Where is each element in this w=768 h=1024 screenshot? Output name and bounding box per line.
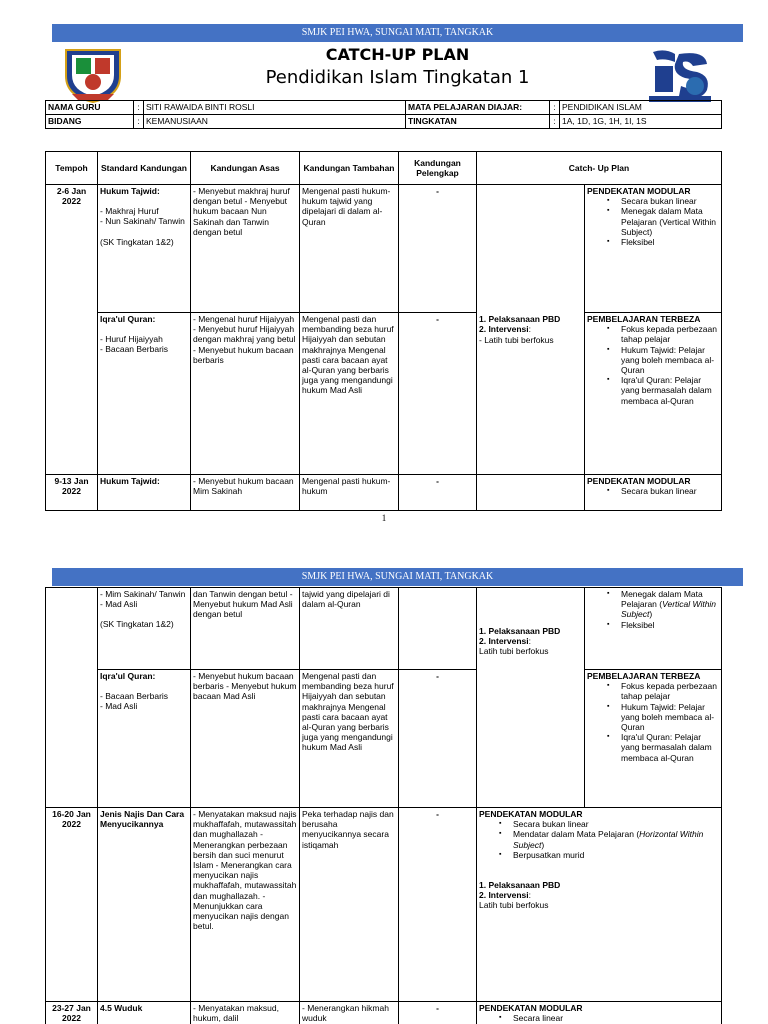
list-item: ▪ Berpusatkan murid <box>513 850 719 860</box>
sk-line: - Bacaan Berbaris <box>100 691 169 702</box>
list-item: ▪ Iqra'ul Quran: Pelajar yang bermasalah dalam membaca al-Quran <box>621 375 719 406</box>
pembelajaran-terbeza-heading: PEMBELAJARAN TERBEZA <box>587 671 701 681</box>
sk-title: Iqra'ul Quran: <box>100 671 156 681</box>
sk-line: - Mad Asli <box>100 701 138 712</box>
catch-up-right-cell <box>585 670 722 808</box>
sk-title: Iqra'ul Quran: <box>100 314 156 324</box>
colon: : <box>134 115 144 129</box>
header-kandungan-pelengkap: Kandungan Pelengkap <box>399 152 477 185</box>
list-item: ▪ Secara bukan linear <box>621 196 719 206</box>
catch-up-right-cell <box>585 185 722 313</box>
kandungan-asas-cell: - Menyebut hukum bacaan berbaris - Menyebut hukum bacaan Mad Asli <box>191 670 300 808</box>
intervensi-label: 2. Intervensi <box>479 324 529 335</box>
page-subtitle: Pendidikan Islam Tingkatan 1 <box>265 67 530 88</box>
catch-up-mid-cell: 1. Pelaksanaan PBD 2. Intervensi: Latih tubi berfokus <box>477 588 585 808</box>
catch-up-cell <box>477 1002 722 1024</box>
list-item: ▪ Mendatar dalam Mata Pelajaran (Horizontal Within Subject) <box>513 829 719 849</box>
header-standard-kandungan: Standard Kandungan <box>98 152 191 185</box>
tempoh-cell: 16-20 Jan 2022 <box>46 808 98 1002</box>
page-gap <box>0 530 768 568</box>
standard-kandungan-cell: 4.5 Wuduk <box>98 1002 191 1024</box>
table-row <box>46 185 722 313</box>
kandungan-asas-cell: - Menyatakan maksud najis mukhaffafah, mutawassitah dan mughallazah - Menerangkan perbezaan bersih dan suci menurut Islam - Menerangkan cara menyucikan najis mukhaffafah, mutawassitah dan mughallazah. - Menunjukkan cara menyucikan najis dengan betul. <box>191 808 300 1002</box>
kandungan-asas-cell: - Menyebut makhraj huruf dengan betul - Menyebut hukum bacaan Nun Sakinah dan Tanwin dengan betul <box>191 185 300 313</box>
pelaksanaan-pbd: 1. Pelaksanaan PBD <box>479 314 561 325</box>
table-row <box>46 475 722 511</box>
school-banner: SMJK PEI HWA, SUNGAI MATI, TANGKAK <box>52 568 743 586</box>
header-catch-up-plan: Catch- Up Plan <box>477 152 722 185</box>
school-banner: SMJK PEI HWA, SUNGAI MATI, TANGKAK <box>52 24 743 42</box>
list-item: ▪ Secara linear <box>513 1013 719 1023</box>
catch-up-plan-table-continued <box>45 587 722 1024</box>
sk-line: (SK Tingkatan 1&2) <box>100 236 174 247</box>
kandungan-tambahan-cell: Mengenal pasti hukum-hukum tajwid yang dipelajari di dalam al-Quran <box>300 185 399 313</box>
latih-tubi: Latih tubi berfokus <box>479 900 549 911</box>
kandungan-pelengkap-cell: - <box>399 185 477 313</box>
pendekatan-modular-heading: PENDEKATAN MODULAR <box>479 1003 583 1013</box>
intervensi-label: 2. Intervensi <box>479 636 529 647</box>
header-kandungan-tambahan: Kandungan Tambahan <box>300 152 399 185</box>
mapel-label: MATA PELAJARAN DIAJAR: <box>406 101 550 115</box>
catch-up-cell: PENDEKATAN MODULAR ▪ Secara bukan linear ▪ Mendatar dalam Mata Pelajaran (Horizontal Within Subject) ▪ Berpusatkan murid 1. Pelaksanaan PBD 2. Intervensi: Latih tubi berfokus <box>477 808 722 1002</box>
tempoh-cell: 9-13 Jan 2022 <box>46 475 98 511</box>
pendekatan-modular-heading: PENDEKATAN MODULAR <box>587 476 691 486</box>
kandungan-pelengkap-cell: - <box>399 475 477 511</box>
list-item: ▪ Secara bukan linear <box>621 486 719 496</box>
standard-kandungan-cell: Jenis Najis Dan Cara Menyucikannya <box>98 808 191 1002</box>
kandungan-pelengkap-cell: - <box>399 313 477 475</box>
colon: : <box>550 115 560 129</box>
sk-line: (SK Tingkatan 1&2) <box>100 619 174 630</box>
kandungan-asas-cell: - Mengenal huruf Hijaiyyah - Menyebut huruf Hijaiyyah dengan makhraj yang betul - Menyebut hukum bacaan berbaris <box>191 313 300 475</box>
pendekatan-modular-heading: PENDEKATAN MODULAR <box>587 186 691 196</box>
pelaksanaan-pbd: 1. Pelaksanaan PBD <box>479 880 561 891</box>
intervensi-label: 2. Intervensi <box>479 890 529 901</box>
nama-value: SITI RAWAIDA BINTI ROSLI <box>144 101 406 115</box>
kandungan-tambahan-cell: Mengenal pasti hukum-hukum <box>300 475 399 511</box>
colon: : <box>134 101 144 115</box>
header-kandungan-asas: Kandungan Asas <box>191 152 300 185</box>
kandungan-pelengkap-cell: - <box>399 670 477 808</box>
kandungan-tambahan-cell: Mengenal pasti dan membanding beza huruf Hijaiyyah dan sebutan makhrajnya Mengenal pasti cara bacaan ayat al-Quran yang berbaris juga yang mengandungi hukum Mad Asli <box>300 670 399 808</box>
kandungan-asas-cell: dan Tanwin dengan betul - Menyebut hukum Mad Asli dengan betul <box>191 588 300 670</box>
kandungan-tambahan-cell: tajwid yang dipelajari di dalam al-Quran <box>300 588 399 670</box>
list-item: ▪ Menegak dalam Mata Pelajaran (Vertical Within Subject) <box>621 589 719 620</box>
nama-label: NAMA GURU <box>46 101 134 115</box>
list-item: ▪ Secara bukan linear <box>513 819 719 829</box>
latih-tubi: - Latih tubi berfokus <box>479 334 554 345</box>
standard-kandungan-cell <box>98 313 191 475</box>
table-row <box>46 670 722 808</box>
catch-up-mid-cell <box>477 475 585 511</box>
catch-up-mid-cell: 1. Pelaksanaan PBD 2. Intervensi: - Latih tubi berfokus <box>477 185 585 475</box>
list-item: ▪ Fokus kepada perbezaan tahap pelajar <box>621 324 719 344</box>
standard-kandungan-cell <box>98 588 191 670</box>
table-row <box>46 1002 722 1024</box>
kandungan-asas-cell: - Menyebut hukum bacaan Mim Sakinah <box>191 475 300 511</box>
pelaksanaan-pbd: 1. Pelaksanaan PBD <box>479 626 561 636</box>
page-number: 1 <box>381 513 387 523</box>
tingkatan-value: 1A, 1D, 1G, 1H, 1I, 1S <box>560 115 722 129</box>
latih-tubi: Latih tubi berfokus <box>479 646 549 657</box>
table-row <box>46 313 722 475</box>
kandungan-tambahan-cell: - Menerangkan hikmah wuduk <box>300 1002 399 1024</box>
kandungan-tambahan-cell: Peka terhadap najis dan berusaha menyucikannya secara istiqamah <box>300 808 399 1002</box>
sk-line: - Bacaan Berbaris <box>100 344 169 355</box>
mapel-value: PENDIDIKAN ISLAM <box>560 101 722 115</box>
list-item: ▪ Menegak dalam Mata Pelajaran (Vertical Within Subject) <box>621 206 719 237</box>
tempoh-cell <box>46 588 98 808</box>
list-item: ▪ Hukum Tajwid: Pelajar yang boleh membaca al-Quran <box>621 345 719 376</box>
kandungan-pelengkap-cell: - <box>399 1002 477 1024</box>
header-tempoh: Tempoh <box>46 152 98 185</box>
list-item: ▪ Fokus kepada perbezaan tahap pelajar <box>621 681 719 701</box>
tempoh-cell: 23-27 Jan 2022 <box>46 1002 98 1024</box>
sk-line: - Nun Sakinah/ Tanwin <box>100 216 185 227</box>
list-item: ▪ Fleksibel <box>621 237 719 247</box>
sk-line: - Mim Sakinah/ Tanwin <box>100 589 186 599</box>
teacher-info-table <box>45 100 722 129</box>
list-item: ▪ Hukum Tajwid: Pelajar yang boleh membaca al-Quran <box>621 702 719 733</box>
catch-up-plan-table <box>45 151 722 511</box>
page-title: CATCH-UP PLAN <box>325 45 470 64</box>
sk-line: - Makhraj Huruf <box>100 206 159 217</box>
standard-kandungan-cell: Hukum Tajwid: <box>98 475 191 511</box>
standard-kandungan-cell <box>98 670 191 808</box>
table-row <box>46 808 722 1002</box>
kandungan-tambahan-cell: Mengenal pasti dan membanding beza huruf Hijaiyyah dan sebutan makhrajnya Mengenal pasti cara bacaan ayat al-Quran yang berbaris juga yang mengandungi hukum Mad Asli <box>300 313 399 475</box>
list-item: ▪ Iqra'ul Quran: Pelajar yang bermasalah dalam membaca al-Quran <box>621 732 719 763</box>
bidang-label: BIDANG <box>46 115 134 129</box>
catch-up-right-cell <box>585 313 722 475</box>
sk-line: - Mad Asli <box>100 599 138 610</box>
kandungan-pelengkap-cell: - <box>399 808 477 1002</box>
standard-kandungan-cell <box>98 185 191 313</box>
list-item: ▪ Fleksibel <box>621 620 719 630</box>
tempoh-cell: 2-6 Jan 2022 <box>46 185 98 475</box>
pendekatan-modular-heading: PENDEKATAN MODULAR <box>479 809 583 819</box>
sk-title: Hukum Tajwid: <box>100 186 160 196</box>
tingkatan-label: TINGKATAN <box>406 115 550 129</box>
sk-line: - Huruf Hijaiyyah <box>100 334 163 345</box>
catch-up-right-cell <box>585 475 722 511</box>
bidang-value: KEMANUSIAAN <box>144 115 406 129</box>
colon: : <box>550 101 560 115</box>
table-row <box>46 588 722 670</box>
kandungan-pelengkap-cell <box>399 588 477 670</box>
pembelajaran-terbeza-heading: PEMBELAJARAN TERBEZA <box>587 314 701 324</box>
catch-up-right-cell <box>585 588 722 670</box>
kandungan-asas-cell: - Menyatakan maksud, hukum, dalil <box>191 1002 300 1024</box>
page-2 <box>0 568 768 1024</box>
